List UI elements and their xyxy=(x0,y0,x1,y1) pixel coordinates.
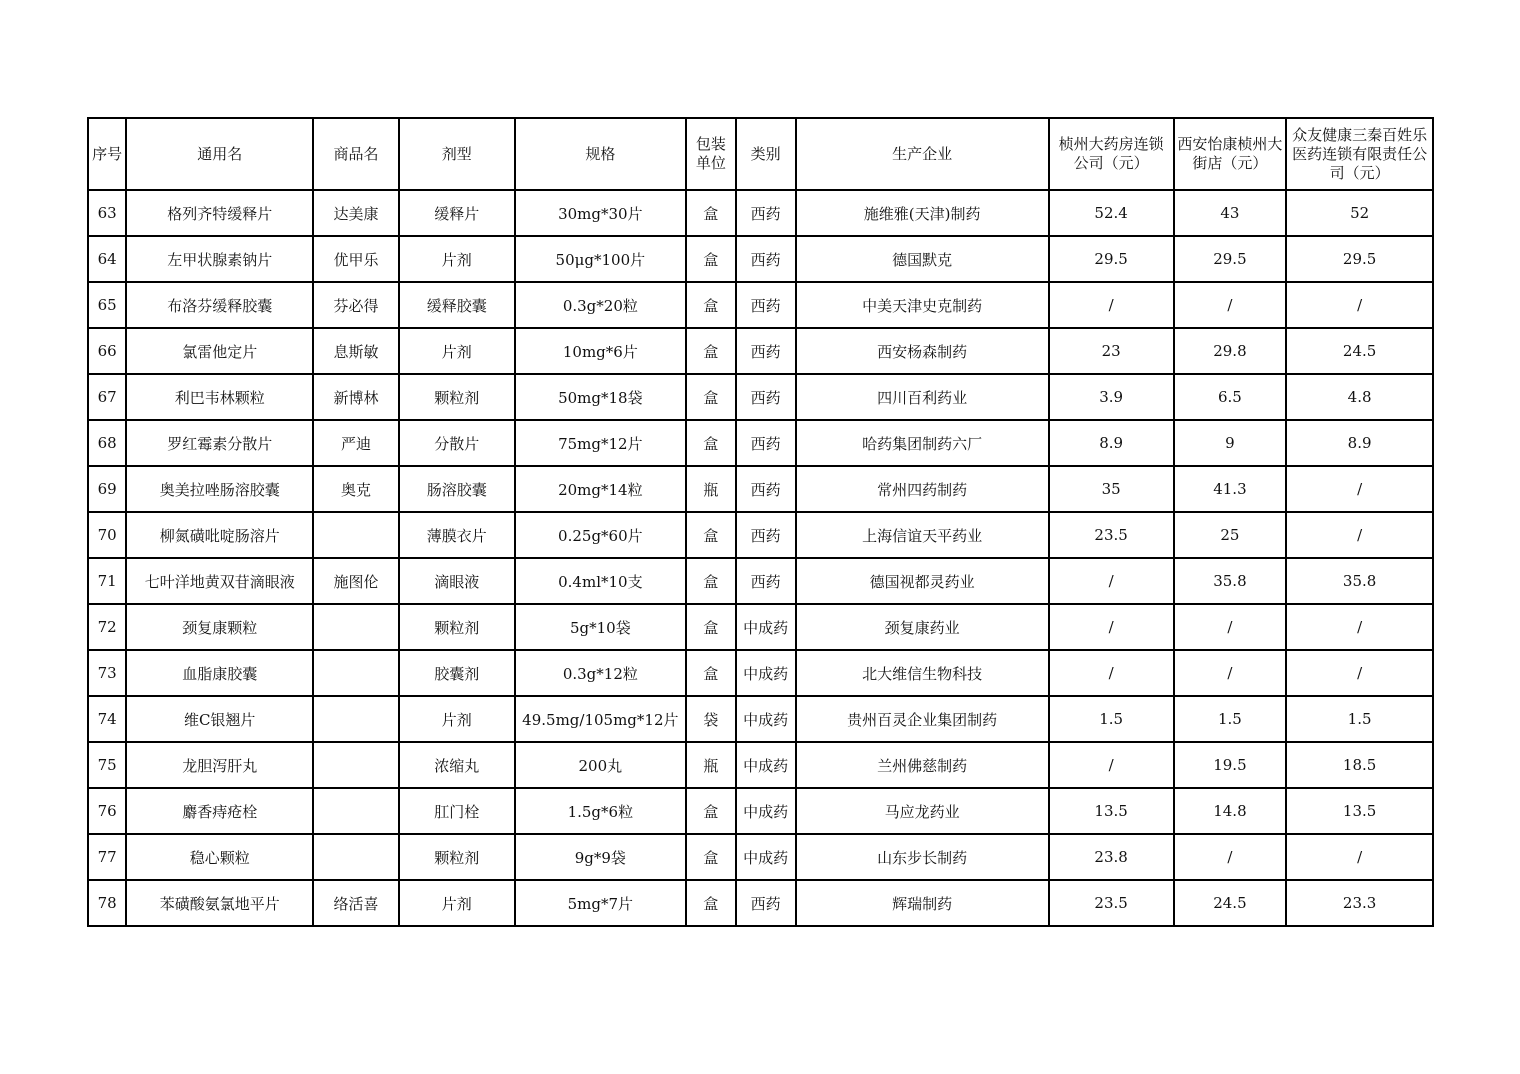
dosage-form-cell: 片剂 xyxy=(399,328,515,374)
dosage-form-cell: 颗粒剂 xyxy=(399,374,515,420)
price-store-1-cell: / xyxy=(1049,742,1174,788)
generic-name-cell: 龙胆泻肝丸 xyxy=(126,742,313,788)
package-unit-cell: 盒 xyxy=(686,834,736,880)
package-unit-cell: 盒 xyxy=(686,420,736,466)
table-row xyxy=(88,742,1433,788)
brand-name-cell: 新博林 xyxy=(313,374,399,420)
price-store-3-cell: 29.5 xyxy=(1286,236,1433,282)
header-category: 类别 xyxy=(736,118,796,190)
price-store-3-cell: 8.9 xyxy=(1286,420,1433,466)
price-store-1-cell: / xyxy=(1049,604,1174,650)
serial-number-cell: 78 xyxy=(88,880,126,926)
serial-number-cell: 63 xyxy=(88,190,126,236)
generic-name-cell: 氯雷他定片 xyxy=(126,328,313,374)
generic-name-cell: 格列齐特缓释片 xyxy=(126,190,313,236)
generic-name-cell: 苯磺酸氨氯地平片 xyxy=(126,880,313,926)
manufacturer-cell: 兰州佛慈制药 xyxy=(796,742,1049,788)
price-store-3-cell: / xyxy=(1286,604,1433,650)
price-store-2-cell: 29.5 xyxy=(1174,236,1287,282)
package-unit-cell: 盒 xyxy=(686,604,736,650)
header-manufacturer: 生产企业 xyxy=(796,118,1049,190)
manufacturer-cell: 马应龙药业 xyxy=(796,788,1049,834)
serial-number-cell: 73 xyxy=(88,650,126,696)
package-unit-cell: 盒 xyxy=(686,650,736,696)
category-cell: 西药 xyxy=(736,236,796,282)
manufacturer-cell: 辉瑞制药 xyxy=(796,880,1049,926)
price-store-3-cell: / xyxy=(1286,512,1433,558)
package-unit-cell: 瓶 xyxy=(686,466,736,512)
generic-name-cell: 血脂康胶囊 xyxy=(126,650,313,696)
brand-name-cell: 达美康 xyxy=(313,190,399,236)
price-store-2-cell: 1.5 xyxy=(1174,696,1287,742)
dosage-form-cell: 薄膜衣片 xyxy=(399,512,515,558)
generic-name-cell: 左甲状腺素钠片 xyxy=(126,236,313,282)
category-cell: 西药 xyxy=(736,558,796,604)
serial-number-cell: 70 xyxy=(88,512,126,558)
brand-name-cell xyxy=(313,696,399,742)
category-cell: 西药 xyxy=(736,512,796,558)
price-store-3-cell: 23.3 xyxy=(1286,880,1433,926)
category-cell: 中成药 xyxy=(736,834,796,880)
dosage-form-cell: 胶囊剂 xyxy=(399,650,515,696)
table-row xyxy=(88,374,1433,420)
manufacturer-cell: 常州四药制药 xyxy=(796,466,1049,512)
package-unit-cell: 盒 xyxy=(686,512,736,558)
serial-number-cell: 76 xyxy=(88,788,126,834)
table-row xyxy=(88,880,1433,926)
category-cell: 西药 xyxy=(736,190,796,236)
specification-cell: 1.5g*6粒 xyxy=(515,788,686,834)
header-generic-name: 通用名 xyxy=(126,118,313,190)
manufacturer-cell: 德国默克 xyxy=(796,236,1049,282)
table-row xyxy=(88,834,1433,880)
price-store-2-cell: 14.8 xyxy=(1174,788,1287,834)
price-store-1-cell: 1.5 xyxy=(1049,696,1174,742)
brand-name-cell xyxy=(313,834,399,880)
specification-cell: 200丸 xyxy=(515,742,686,788)
price-store-3-cell: 1.5 xyxy=(1286,696,1433,742)
package-unit-cell: 袋 xyxy=(686,696,736,742)
dosage-form-cell: 片剂 xyxy=(399,880,515,926)
manufacturer-cell: 中美天津史克制药 xyxy=(796,282,1049,328)
price-store-1-cell: 23.5 xyxy=(1049,512,1174,558)
price-store-2-cell: 43 xyxy=(1174,190,1287,236)
serial-number-cell: 75 xyxy=(88,742,126,788)
price-store-2-cell: / xyxy=(1174,282,1287,328)
specification-cell: 5mg*7片 xyxy=(515,880,686,926)
generic-name-cell: 罗红霉素分散片 xyxy=(126,420,313,466)
category-cell: 西药 xyxy=(736,282,796,328)
dosage-form-cell: 滴眼液 xyxy=(399,558,515,604)
price-store-1-cell: / xyxy=(1049,282,1174,328)
specification-cell: 9g*9袋 xyxy=(515,834,686,880)
table-row xyxy=(88,190,1433,236)
price-store-1-cell: / xyxy=(1049,650,1174,696)
category-cell: 西药 xyxy=(736,328,796,374)
price-store-2-cell: 6.5 xyxy=(1174,374,1287,420)
specification-cell: 49.5mg/105mg*12片 xyxy=(515,696,686,742)
header-price-store-1: 桢州大药房连锁公司（元） xyxy=(1049,118,1174,190)
specification-cell: 0.3g*12粒 xyxy=(515,650,686,696)
brand-name-cell: 施图伦 xyxy=(313,558,399,604)
price-store-2-cell: / xyxy=(1174,834,1287,880)
package-unit-cell: 盒 xyxy=(686,788,736,834)
table-header-row xyxy=(88,118,1433,190)
brand-name-cell: 芬必得 xyxy=(313,282,399,328)
price-store-1-cell: / xyxy=(1049,558,1174,604)
package-unit-cell: 盒 xyxy=(686,880,736,926)
price-store-3-cell: 24.5 xyxy=(1286,328,1433,374)
price-store-2-cell: / xyxy=(1174,604,1287,650)
serial-number-cell: 69 xyxy=(88,466,126,512)
table-row xyxy=(88,420,1433,466)
table-row xyxy=(88,788,1433,834)
brand-name-cell xyxy=(313,604,399,650)
header-price-store-2: 西安怡康桢州大街店（元） xyxy=(1174,118,1287,190)
table-row xyxy=(88,650,1433,696)
category-cell: 中成药 xyxy=(736,788,796,834)
generic-name-cell: 麝香痔疮栓 xyxy=(126,788,313,834)
specification-cell: 30mg*30片 xyxy=(515,190,686,236)
header-serial-number: 序号 xyxy=(88,118,126,190)
brand-name-cell xyxy=(313,512,399,558)
price-store-2-cell: 35.8 xyxy=(1174,558,1287,604)
generic-name-cell: 柳氮磺吡啶肠溶片 xyxy=(126,512,313,558)
package-unit-cell: 盒 xyxy=(686,282,736,328)
price-store-3-cell: 4.8 xyxy=(1286,374,1433,420)
dosage-form-cell: 缓释胶囊 xyxy=(399,282,515,328)
table-body xyxy=(88,190,1433,926)
header-specification: 规格 xyxy=(515,118,686,190)
price-store-3-cell: / xyxy=(1286,650,1433,696)
serial-number-cell: 74 xyxy=(88,696,126,742)
specification-cell: 0.4ml*10支 xyxy=(515,558,686,604)
specification-cell: 0.3g*20粒 xyxy=(515,282,686,328)
specification-cell: 20mg*14粒 xyxy=(515,466,686,512)
header-package-unit: 包装单位 xyxy=(686,118,736,190)
price-store-3-cell: / xyxy=(1286,834,1433,880)
dosage-form-cell: 分散片 xyxy=(399,420,515,466)
manufacturer-cell: 哈药集团制药六厂 xyxy=(796,420,1049,466)
generic-name-cell: 奥美拉唑肠溶胶囊 xyxy=(126,466,313,512)
manufacturer-cell: 上海信谊天平药业 xyxy=(796,512,1049,558)
price-store-2-cell: 19.5 xyxy=(1174,742,1287,788)
category-cell: 西药 xyxy=(736,374,796,420)
price-store-2-cell: 25 xyxy=(1174,512,1287,558)
manufacturer-cell: 施维雅(天津)制药 xyxy=(796,190,1049,236)
manufacturer-cell: 德国视都灵药业 xyxy=(796,558,1049,604)
price-store-2-cell: 9 xyxy=(1174,420,1287,466)
package-unit-cell: 盒 xyxy=(686,328,736,374)
generic-name-cell: 稳心颗粒 xyxy=(126,834,313,880)
price-store-3-cell: 35.8 xyxy=(1286,558,1433,604)
dosage-form-cell: 肛门栓 xyxy=(399,788,515,834)
package-unit-cell: 盒 xyxy=(686,374,736,420)
serial-number-cell: 65 xyxy=(88,282,126,328)
dosage-form-cell: 肠溶胶囊 xyxy=(399,466,515,512)
drug-price-table xyxy=(87,117,1434,927)
serial-number-cell: 67 xyxy=(88,374,126,420)
serial-number-cell: 66 xyxy=(88,328,126,374)
category-cell: 中成药 xyxy=(736,650,796,696)
header-brand-name: 商品名 xyxy=(313,118,399,190)
table-row xyxy=(88,558,1433,604)
package-unit-cell: 瓶 xyxy=(686,742,736,788)
price-store-3-cell: 52 xyxy=(1286,190,1433,236)
price-store-1-cell: 52.4 xyxy=(1049,190,1174,236)
generic-name-cell: 利巴韦林颗粒 xyxy=(126,374,313,420)
serial-number-cell: 72 xyxy=(88,604,126,650)
price-store-3-cell: 13.5 xyxy=(1286,788,1433,834)
table-row xyxy=(88,696,1433,742)
brand-name-cell: 息斯敏 xyxy=(313,328,399,374)
price-store-1-cell: 3.9 xyxy=(1049,374,1174,420)
table-row xyxy=(88,512,1433,558)
brand-name-cell: 严迪 xyxy=(313,420,399,466)
dosage-form-cell: 颗粒剂 xyxy=(399,604,515,650)
brand-name-cell xyxy=(313,650,399,696)
specification-cell: 10mg*6片 xyxy=(515,328,686,374)
category-cell: 中成药 xyxy=(736,742,796,788)
brand-name-cell: 络活喜 xyxy=(313,880,399,926)
price-store-2-cell: 29.8 xyxy=(1174,328,1287,374)
package-unit-cell: 盒 xyxy=(686,236,736,282)
brand-name-cell: 奥克 xyxy=(313,466,399,512)
manufacturer-cell: 四川百利药业 xyxy=(796,374,1049,420)
price-store-2-cell: 41.3 xyxy=(1174,466,1287,512)
category-cell: 西药 xyxy=(736,420,796,466)
package-unit-cell: 盒 xyxy=(686,190,736,236)
price-store-1-cell: 23 xyxy=(1049,328,1174,374)
price-store-1-cell: 13.5 xyxy=(1049,788,1174,834)
header-dosage-form: 剂型 xyxy=(399,118,515,190)
price-store-1-cell: 23.8 xyxy=(1049,834,1174,880)
dosage-form-cell: 片剂 xyxy=(399,236,515,282)
manufacturer-cell: 颈复康药业 xyxy=(796,604,1049,650)
price-store-3-cell: 18.5 xyxy=(1286,742,1433,788)
category-cell: 西药 xyxy=(736,466,796,512)
manufacturer-cell: 山东步长制药 xyxy=(796,834,1049,880)
table-row xyxy=(88,236,1433,282)
generic-name-cell: 维C银翘片 xyxy=(126,696,313,742)
specification-cell: 50μg*100片 xyxy=(515,236,686,282)
price-store-2-cell: / xyxy=(1174,650,1287,696)
generic-name-cell: 七叶洋地黄双苷滴眼液 xyxy=(126,558,313,604)
table-row xyxy=(88,466,1433,512)
generic-name-cell: 颈复康颗粒 xyxy=(126,604,313,650)
specification-cell: 0.25g*60片 xyxy=(515,512,686,558)
manufacturer-cell: 贵州百灵企业集团制药 xyxy=(796,696,1049,742)
manufacturer-cell: 北大维信生物科技 xyxy=(796,650,1049,696)
price-store-2-cell: 24.5 xyxy=(1174,880,1287,926)
specification-cell: 75mg*12片 xyxy=(515,420,686,466)
dosage-form-cell: 缓释片 xyxy=(399,190,515,236)
serial-number-cell: 68 xyxy=(88,420,126,466)
brand-name-cell xyxy=(313,788,399,834)
manufacturer-cell: 西安杨森制药 xyxy=(796,328,1049,374)
price-store-1-cell: 35 xyxy=(1049,466,1174,512)
generic-name-cell: 布洛芬缓释胶囊 xyxy=(126,282,313,328)
dosage-form-cell: 浓缩丸 xyxy=(399,742,515,788)
serial-number-cell: 77 xyxy=(88,834,126,880)
category-cell: 西药 xyxy=(736,880,796,926)
package-unit-cell: 盒 xyxy=(686,558,736,604)
serial-number-cell: 71 xyxy=(88,558,126,604)
price-store-3-cell: / xyxy=(1286,282,1433,328)
dosage-form-cell: 颗粒剂 xyxy=(399,834,515,880)
specification-cell: 50mg*18袋 xyxy=(515,374,686,420)
serial-number-cell: 64 xyxy=(88,236,126,282)
price-store-1-cell: 8.9 xyxy=(1049,420,1174,466)
table-row xyxy=(88,604,1433,650)
brand-name-cell: 优甲乐 xyxy=(313,236,399,282)
dosage-form-cell: 片剂 xyxy=(399,696,515,742)
price-store-1-cell: 29.5 xyxy=(1049,236,1174,282)
header-price-store-3: 众友健康三秦百姓乐医药连锁有限责任公司（元） xyxy=(1286,118,1433,190)
table-row xyxy=(88,328,1433,374)
brand-name-cell xyxy=(313,742,399,788)
table-row xyxy=(88,282,1433,328)
specification-cell: 5g*10袋 xyxy=(515,604,686,650)
price-store-1-cell: 23.5 xyxy=(1049,880,1174,926)
category-cell: 中成药 xyxy=(736,696,796,742)
category-cell: 中成药 xyxy=(736,604,796,650)
price-store-3-cell: / xyxy=(1286,466,1433,512)
